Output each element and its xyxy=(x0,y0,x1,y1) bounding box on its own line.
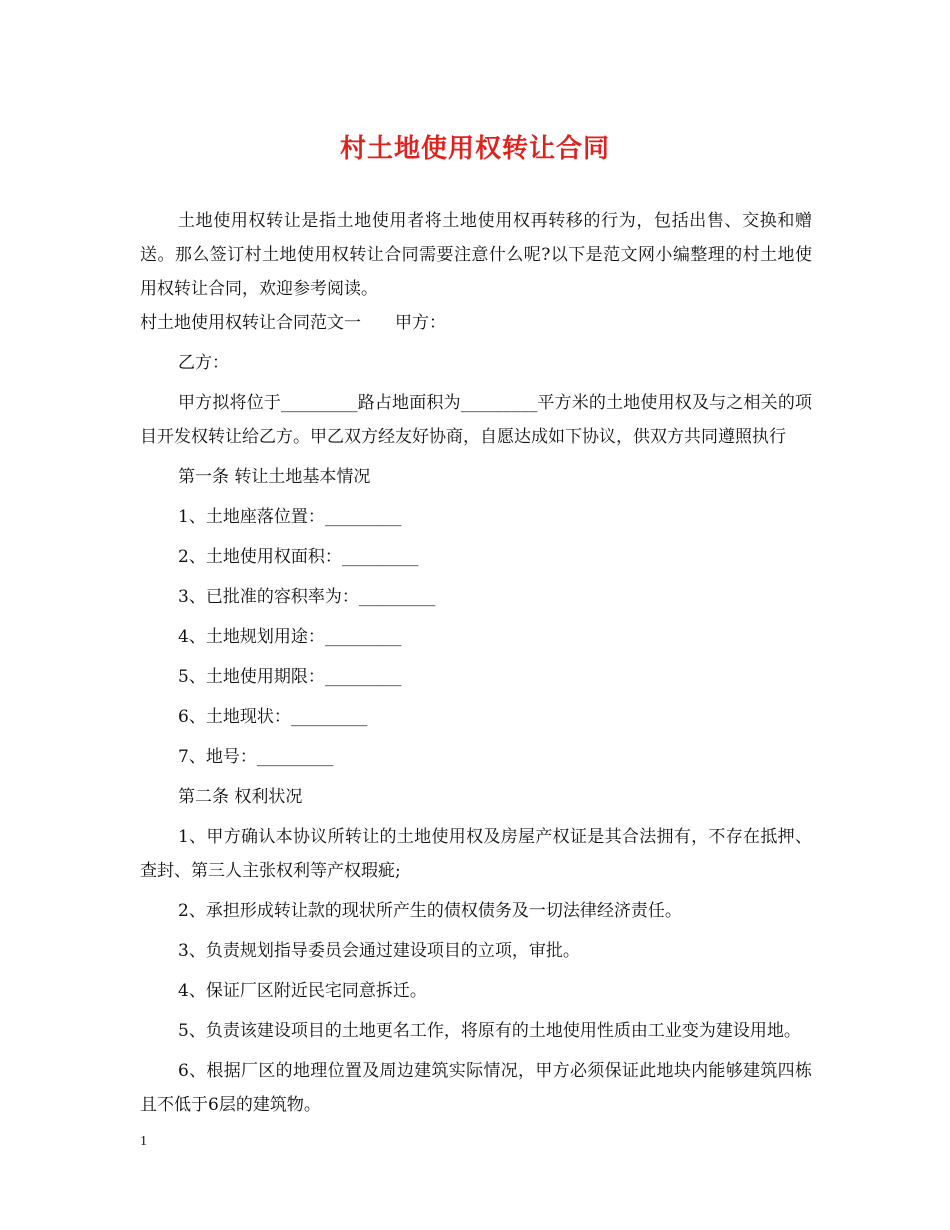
article-1-item-6: 6、土地现状：_________ xyxy=(178,707,368,727)
intro-paragraph: 土地使用权转让是指土地使用者将土地使用权再转移的行为，包括出售、交换和赠送。那么签订村土地使用权转让合同需要注意什么呢?以下是范文网小编整理的村土地使用权转让合同，欢迎参考阅读。 xyxy=(140,211,812,299)
article-1-item-7: 7、地号：_________ xyxy=(178,747,334,767)
article-2-item-2: 2、承担形成转让款的现状所产生的债权债务及一切法律经济责任。 xyxy=(178,901,682,921)
party-b-line: 乙方： xyxy=(178,353,229,373)
document-body xyxy=(140,204,812,1122)
article-1-item-1: 1、土地座落位置：_________ xyxy=(178,507,402,527)
article-2-item-1: 1、甲方确认本协议所转让的土地使用权及房屋产权证是其合法拥有，不存在抵押、查封、第三人主张权利等产权瑕疵; xyxy=(140,827,812,881)
article-1-item-3: 3、已批准的容积率为：_________ xyxy=(178,587,436,607)
article-2-item-4: 4、保证厂区附近民宅同意拆迁。 xyxy=(178,981,427,1001)
article-2-item-5: 5、负责该建设项目的土地更名工作，将原有的土地使用性质由工业变为建设用地。 xyxy=(178,1021,801,1041)
article-2-item-6: 6、根据厂区的地理位置及周边建筑实际情况，甲方必须保证此地块内能够建筑四栋且不低于6层的建筑物。 xyxy=(140,1061,812,1115)
transfer-statement: 甲方拟将位于_________路占地面积为_________平方米的土地使用权及与之相关的项目开发权转让给乙方。甲乙双方经友好协商，自愿达成如下协议，供双方共同遵照执行 xyxy=(140,393,812,447)
article-1-item-5: 5、土地使用期限：_________ xyxy=(178,667,402,687)
article-2-item-3: 3、负责规划指导委员会通过建设项目的立项，审批。 xyxy=(178,941,580,961)
article-1-item-2: 2、土地使用权面积：_________ xyxy=(178,547,419,567)
page-number: 1 xyxy=(140,1134,147,1149)
article-1-item-4: 4、土地规划用途：_________ xyxy=(178,627,402,647)
document-title: 村土地使用权转让合同 xyxy=(339,134,610,164)
article-2-heading: 第二条 权利状况 xyxy=(178,787,303,807)
article-1-heading: 第一条 转让土地基本情况 xyxy=(178,467,371,487)
sample-heading-party-a: 村土地使用权转让合同范文一 甲方： xyxy=(140,313,446,333)
